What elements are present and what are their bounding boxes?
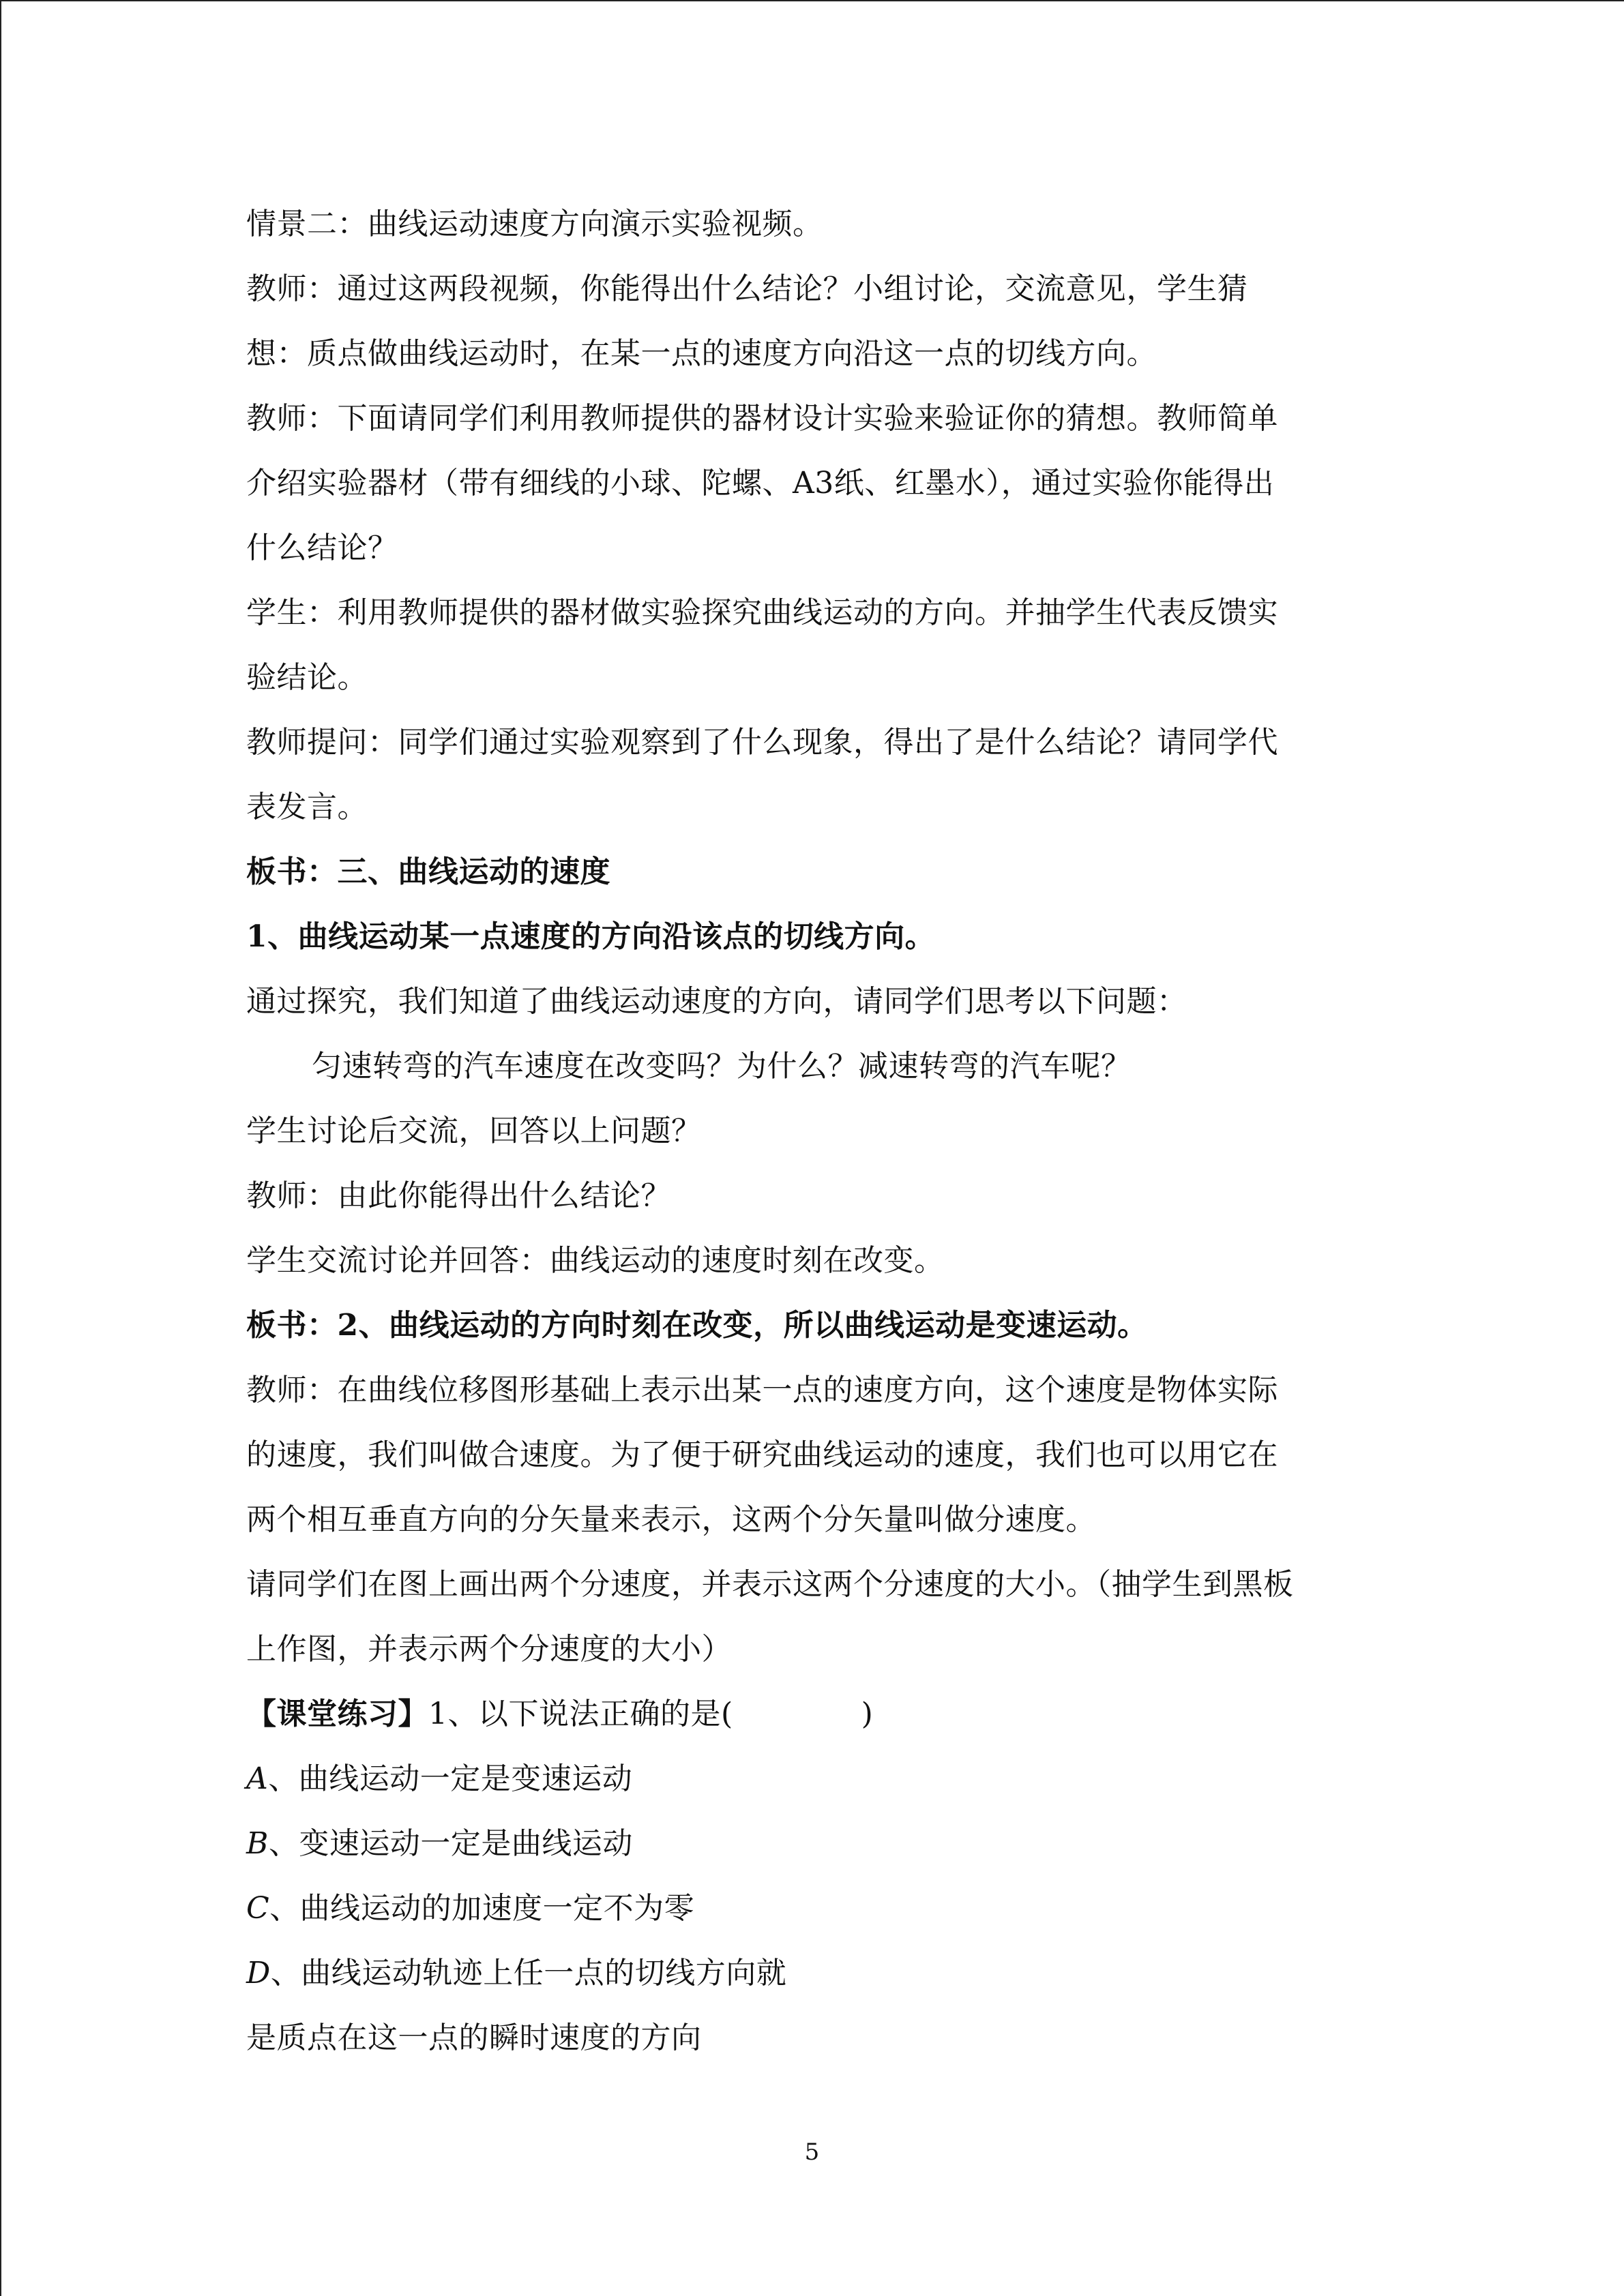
exercise-option-b: [246, 1828, 1378, 1860]
exercise-option-c: [246, 1892, 1378, 1925]
option-text: 、曲线运动轨迹上任一点的切线方向就: [270, 1956, 787, 1991]
exercise-question-text: 1、以下说法正确的是(: [428, 1697, 733, 1731]
paragraph-line: 想：质点做曲线运动时，在某一点的速度方向沿这一点的切线方向。: [246, 336, 1157, 371]
paragraph-line: 介绍实验器材（带有细线的小球、陀螺、A3纸、红墨水），通过实验你能得出: [246, 466, 1275, 501]
paragraph-line: 什么结论？: [246, 531, 398, 565]
paragraph-line: 教师：在曲线位移图形基础上表示出某一点的速度方向，这个速度是物体实际: [246, 1373, 1278, 1407]
option-letter: C: [246, 1891, 270, 1926]
paragraph-line: 学生交流讨论并回答：曲线运动的速度时刻在改变。: [246, 1243, 945, 1278]
blackboard-point-1: 1、曲线运动某一点速度的方向沿该点的切线方向。: [246, 919, 936, 954]
option-text: 、变速运动一定是曲线运动: [268, 1826, 633, 1861]
option-text: 、曲线运动一定是变速运动: [268, 1761, 633, 1796]
paragraph-line: 教师：由此你能得出什么结论？: [246, 1178, 671, 1213]
exercise-option-d: [246, 1957, 1378, 1990]
paragraph-line: 情景二：曲线运动速度方向演示实验视频。: [246, 207, 823, 241]
answer-blank-close: ): [861, 1697, 874, 1731]
paragraph-line: 教师：通过这两段视频，你能得出什么结论？小组讨论，交流意见，学生猜: [246, 271, 1248, 306]
paragraph-line: 验结论。: [246, 660, 368, 695]
paragraph-line: 两个相互垂直方向的分矢量来表示，这两个分矢量叫做分速度。: [246, 1502, 1096, 1537]
page-number: 5: [804, 2138, 820, 2166]
document-body: [246, 208, 1378, 2087]
blackboard-point-2: 板书：2、曲线运动的方向时刻在改变，所以曲线运动是变速运动。: [246, 1308, 1148, 1343]
exercise-question: [246, 1698, 1378, 1731]
blackboard-heading: 板书：三、曲线运动的速度: [246, 854, 610, 889]
paragraph-line: 学生：利用教师提供的器材做实验探究曲线运动的方向。并抽学生代表反馈实: [246, 595, 1278, 630]
option-letter: A: [246, 1761, 269, 1796]
paragraph-line: 教师：下面请同学们利用教师提供的器材设计实验来验证你的猜想。教师简单: [246, 401, 1278, 436]
option-letter: D: [246, 1956, 271, 1991]
exercise-tag: 【课堂练习】: [246, 1697, 428, 1731]
paragraph-line: 请同学们在图上画出两个分速度，并表示这两个分速度的大小。（抽学生到黑板: [246, 1567, 1294, 1602]
option-letter: B: [246, 1826, 269, 1861]
option-text: 、曲线运动的加速度一定不为零: [269, 1891, 695, 1926]
paragraph-line: 表发言。: [246, 790, 368, 824]
exercise-option-a: [246, 1763, 1378, 1795]
exercise-option-d-continuation: 是质点在这一点的瞬时速度的方向: [246, 2021, 702, 2055]
question-line: 匀速转弯的汽车速度在改变吗？为什么？减速转弯的汽车呢？: [312, 1049, 1132, 1084]
paragraph-line: 通过探究，我们知道了曲线运动速度的方向，请同学们思考以下问题：: [246, 984, 1187, 1019]
paragraph-line: 的速度，我们叫做合速度。为了便于研究曲线运动的速度，我们也可以用它在: [246, 1437, 1278, 1472]
paragraph-line: 教师提问：同学们通过实验观察到了什么现象，得出了是什么结论？请同学代: [246, 725, 1278, 760]
paragraph-line: 学生讨论后交流，回答以上问题？: [246, 1114, 702, 1148]
paragraph-line: 上作图，并表示两个分速度的大小）: [246, 1632, 732, 1667]
